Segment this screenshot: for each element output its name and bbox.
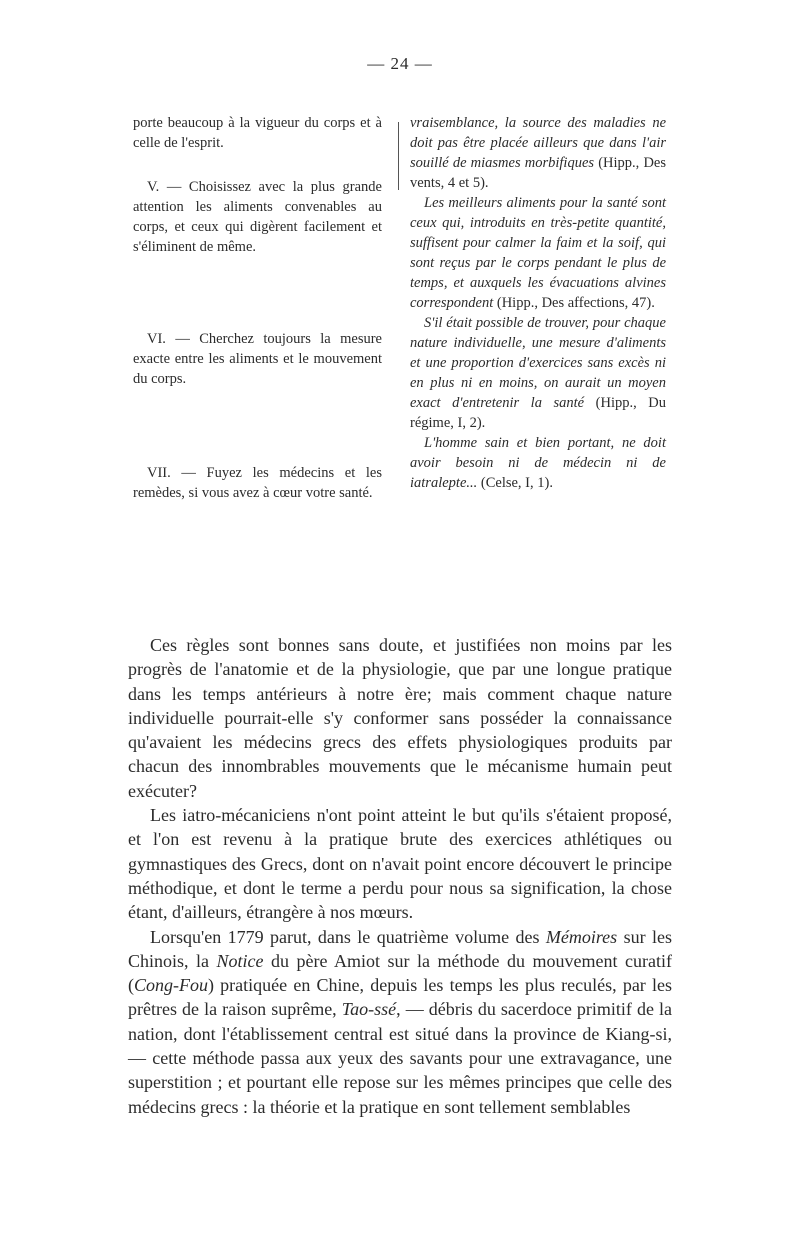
body-paragraph	[128, 925, 672, 1119]
hippocrates-quote-affections	[410, 193, 666, 313]
title-notice: Notice	[216, 950, 264, 971]
main-body-text	[128, 633, 672, 1119]
rule-vii-paragraph: VII. — Fuyez les médecins et les remèdes, si vous avez à cœur votre santé.	[133, 465, 382, 501]
term-cong-fou: Cong-Fou	[134, 975, 208, 996]
term-tao-sse: Tao-ssé	[341, 999, 397, 1020]
rule-vi-paragraph: VI. — Cherchez toujours la mesure exacte entre les aliments et le mouvement du corps.	[133, 331, 382, 387]
quote-citation: (Celse, I, 1).	[477, 475, 553, 491]
text-run: Lorsqu'en 1779 parut, dans le quatrième volume des	[150, 926, 546, 947]
quote-text: S'il était possible de trouver, pour chaque nature individuelle, une mesure d'aliments et une proportion d'exercices sans excès ni en plus ni en moins, on aurait un moyen exact d'entretenir la santé	[410, 315, 666, 411]
left-column	[133, 113, 382, 503]
quote-citation: (Hipp., Des affections, 47).	[493, 295, 655, 311]
quote-text: vraisemblance, la source des maladies ne doit pas être placée ailleurs que dans l'air souillé de miasmes morbifiques	[410, 115, 666, 171]
rule-v-paragraph: V. — Choisissez avec la plus grande attention les aliments convenables au corps, et ceux qui digèrent facilement et s'éliminent de même.	[133, 179, 382, 255]
right-column	[410, 113, 666, 493]
celsus-quote	[410, 433, 666, 493]
text-run: sur les Chinois, la	[128, 926, 672, 971]
text-run: , — débris du sacerdoce primitif de la nation, dont l'établissement central est situé dans la province de Kiang-si, — cette méthode passa aux yeux des savants pour une extravagance, une superstition ; et pourtant elle repose sur les mêmes principes que celle des médecins grecs : la théorie et la pratique en sont tellement semblables	[128, 999, 672, 1117]
title-memoires: Mémoires	[545, 926, 618, 947]
body-paragraph: Les iatro-mécaniciens n'ont point atteint le but qu'ils s'étaient proposé, et l'on est revenu à la pratique brute des exercices athlétiques ou gymnastiques des Grecs, dont on n'avait point encore découvert le principe méthodique, et dont le terme a perdu pour nous sa signification, la chose étant, d'ailleurs, étrangère à nos mœurs.	[128, 805, 672, 923]
quote-citation: (Hipp., Des vents, 4 et 5).	[410, 155, 666, 191]
quote-citation: (Hipp., Du régime, I, 2).	[410, 395, 666, 431]
page-number: — 24 —	[367, 54, 433, 73]
text-run: ) pratiquée en Chine, depuis les temps les plus reculés, par les prêtres de la raison suprême,	[128, 975, 672, 1020]
hippocrates-quote-regime	[410, 313, 666, 433]
left-intro-paragraph: porte beaucoup à la vigueur du corps et à celle de l'esprit.	[133, 115, 382, 151]
column-divider	[398, 122, 399, 190]
hippocrates-quote-winds	[410, 113, 666, 193]
text-run: du père Amiot sur la méthode du mouvement curatif (	[128, 950, 672, 996]
quote-text: Les meilleurs aliments pour la santé sont ceux qui, introduits en très-petite quantité, suffisent pour calmer la faim et la soif, qui sont reçus par le corps pendant le plus de temps, et auxquels les évacuations alvines correspondent	[410, 195, 666, 311]
quote-text: L'homme sain et bien portant, ne doit avoir besoin ni de médecin ni de iatralepte...	[410, 435, 666, 491]
body-paragraph: Ces règles sont bonnes sans doute, et justifiées non moins par les progrès de l'anatomie et de la physiologie, que par une longue pratique dans les temps antérieurs à notre ère; mais comment chaque nature individuelle pourrait-elle s'y conformer sans posséder la connaissance qu'avaient les médecins grecs des effets physiologiques produits par chacun des innombrables mouvements que le mécanisme humain peut exécuter?	[128, 635, 672, 801]
